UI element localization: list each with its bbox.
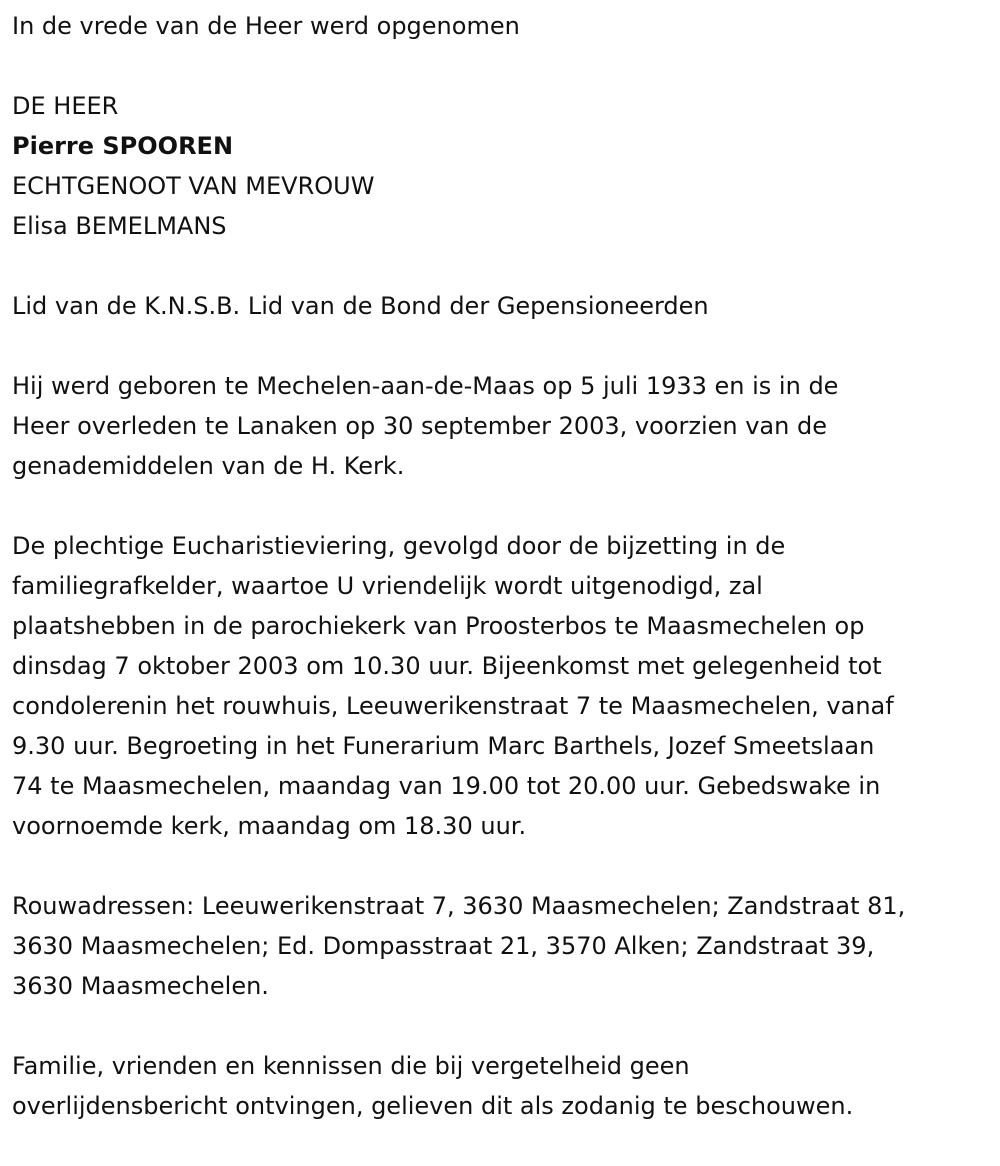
spacer — [12, 846, 988, 886]
spacer — [12, 46, 988, 86]
title-text: DE HEER — [12, 92, 119, 120]
spacer — [12, 1006, 988, 1046]
paragraph-line: plaatshebben in de parochiekerk van Proosterbos te Maasmechelen op — [12, 612, 865, 640]
paragraph-line: De plechtige Eucharistieviering, gevolgd door de bijzetting in de — [12, 532, 786, 560]
paragraph-line: 3630 Maasmechelen; Ed. Dompasstraat 21, 3570 Alken; Zandstraat 39, — [12, 932, 875, 960]
spouse-label: ECHTGENOOT VAN MEVROUW — [12, 172, 375, 200]
birth-death-paragraph — [12, 366, 988, 486]
paragraph-line: Hij werd geboren te Mechelen-aan-de-Maas op 5 juli 1933 en is in de — [12, 372, 839, 400]
spacer — [12, 486, 988, 526]
paragraph-line: dinsdag 7 oktober 2003 om 10.30 uur. Bijeenkomst met gelegenheid tot — [12, 652, 882, 680]
deceased-name: Pierre SPOOREN — [12, 132, 234, 160]
spacer — [12, 246, 988, 286]
paragraph-line: overlijdensbericht ontvingen, gelieven dit als zodanig te beschouwen. — [12, 1092, 854, 1120]
memberships-text: Lid van de K.N.S.B. Lid van de Bond der Gepensioneerden — [12, 292, 709, 320]
paragraph-line: Familie, vrienden en kennissen die bij vergetelheid geen — [12, 1052, 690, 1080]
paragraph-line: Heer overleden te Lanaken op 30 september 2003, voorzien van de — [12, 412, 827, 440]
paragraph-line: 9.30 uur. Begroeting in het Funerarium Marc Barthels, Jozef Smeetslaan — [12, 732, 875, 760]
ceremony-paragraph — [12, 526, 988, 846]
closing-paragraph — [12, 1046, 988, 1126]
spacer — [12, 326, 988, 366]
paragraph-line: familiegrafkelder, waartoe U vriendelijk wordt uitgenodigd, zal — [12, 572, 763, 600]
paragraph-line: 3630 Maasmechelen. — [12, 972, 269, 1000]
intro-text: In de vrede van de Heer werd opgenomen — [12, 12, 520, 40]
addresses-paragraph — [12, 886, 988, 1006]
paragraph-line: genademiddelen van de H. Kerk. — [12, 452, 405, 480]
paragraph-line: voornoemde kerk, maandag om 18.30 uur. — [12, 812, 527, 840]
paragraph-line: Rouwadressen: Leeuwerikenstraat 7, 3630 Maasmechelen; Zandstraat 81, — [12, 892, 906, 920]
paragraph-line: 74 te Maasmechelen, maandag van 19.00 tot 20.00 uur. Gebedswake in — [12, 772, 881, 800]
paragraph-line: condolerenin het rouwhuis, Leeuwerikenstraat 7 te Maasmechelen, vanaf — [12, 692, 894, 720]
spouse-name: Elisa BEMELMANS — [12, 212, 227, 240]
